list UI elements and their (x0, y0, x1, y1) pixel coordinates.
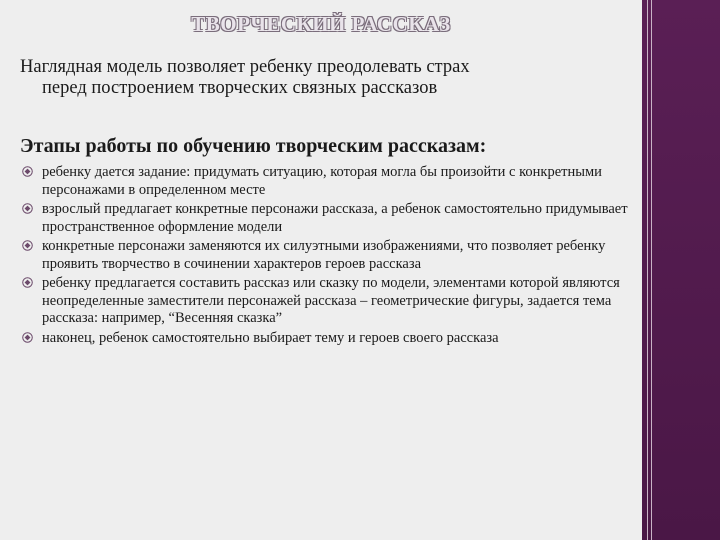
intro-paragraph (20, 57, 620, 99)
intro-line-2: перед построением творческих связных рассказов (42, 78, 438, 98)
side-divider-line (647, 0, 648, 540)
stages-list (22, 164, 632, 349)
bullet-icon (22, 332, 33, 343)
intro-line-1: Наглядная модель позволяет ребенку преодолевать страх (20, 57, 470, 77)
list-item (22, 330, 632, 348)
decorative-side-panel (642, 0, 720, 540)
list-item (22, 201, 632, 236)
list-item-text: ребенку предлагается составить рассказ или сказку по модели, элементами которой являются неопределенные заместители персонажей рассказа – геометрические фигуры, задается тема рассказа: например, “Весенняя сказка” (42, 275, 620, 326)
list-item-text: наконец, ребенок самостоятельно выбирает тему и героев своего рассказа (42, 329, 499, 346)
list-item (22, 164, 632, 199)
bullet-icon (22, 166, 33, 177)
side-divider-line (651, 0, 652, 540)
bullet-icon (22, 203, 33, 214)
stages-heading: Этапы работы по обучению творческим рассказам: (20, 135, 487, 157)
bullet-icon (22, 240, 33, 251)
list-item-text: взрослый предлагает конкретные персонажи рассказа, а ребенок самостоятельно придумывает пространственное оформление модели (42, 201, 628, 235)
list-item (22, 238, 632, 273)
bullet-icon (22, 277, 33, 288)
slide-title: ТВОРЧЕСКИЙ РАССКАЗ (191, 12, 451, 36)
list-item (22, 275, 632, 328)
list-item-text: конкретные персонажи заменяются их силуэтными изображениями, что позволяет ребенку проявить творчество в сочинении характеров героев рассказа (42, 238, 606, 272)
list-item-text: ребенку дается задание: придумать ситуацию, которая могла бы произойти с конкретными персонажами в определенном месте (42, 164, 602, 198)
